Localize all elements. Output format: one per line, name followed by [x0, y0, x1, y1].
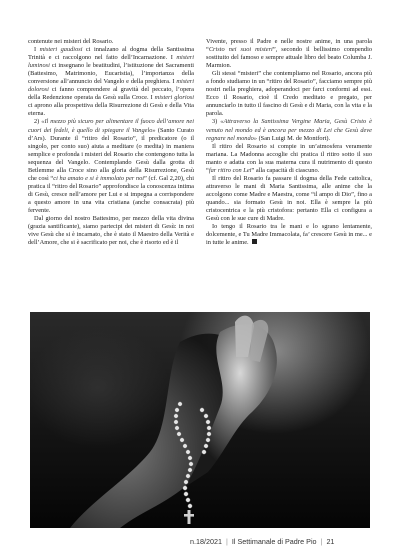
footer-separator: | [225, 537, 228, 546]
magazine-name: Il Settimanale di Padre Pio [231, 537, 317, 546]
paragraph: I misteri gaudiosi ci innalzano al dogma della Santissima Trinità e ci raccolgono nel fatto dell’Incarnazione. I misteri luminosi ci insegnano le beatitudini, l’istituzione dei Sacramenti (Battesimo, Matrimonio, Eucaristia), l’importanza della conversione all’annuncio del Vangelo e della preghiera. I misteri dolorosi ci fanno comprendere al gravità del peccato, l’opera della Redenzione operata da Gesù sulla Croce. I misteri gloriosi ci aprono alla prospettiva della Risurrezione di Gesù e della Vita eterna. [28, 46, 195, 118]
page-footer [190, 535, 390, 549]
page-number: 21 [326, 537, 335, 546]
paragraph: Io tengo il Rosario tra le mani e lo sgrano lentamente, dolcemente, e Tu Madre Immacolata, fa’ crescere Gesù in me... e in tutte le anime. [206, 223, 372, 247]
paragraph: Il ritiro del Rosario si compie in un’atmosfera veramente mariana. La Madonna accoglie chi pratica il ritiro sotto il suo manto e adatta con la sua materna cura il nutrimento di questo “far ritiro con Lei” alla capacità di ciascuno. [206, 142, 372, 174]
end-mark-icon [252, 239, 257, 244]
paragraph: Dal giorno del nostro Battesimo, per mezzo della vita divina (grazia santificante), siamo partecipi dei misteri di Gesù: in noi vive Gesù che si è incarnato, che è stato il Maestro della Verità e dell’Amore, che si è sacrificato per noi, che è risorto ed è il [28, 215, 194, 247]
paragraph: Il ritiro del Rosario fa passare il dogma della Fede cattolica, attraverso le mani di Maria Santissima, alle anime che la accolgono come Madre e Maestra, come “il ampo di Dio”, fino a quando... sia formato Gesù in noi. Ella è sempre la più cristocentrica e la più cristofora: pertanto Ella ci configura a Gesù con le sue cure di Madre. [206, 174, 372, 223]
paragraph: Vivente, presso il Padre e nelle nostre anime, in una parola “Cristo nei suoi misteri”, secondo il bellissimo compendio sostituito del famoso e sempre attuale libro del beato Columba J. Marmion. [206, 38, 373, 70]
paragraph: 3) «Attraverso la Santissima Vergine Maria, Gesù Cristo è venuto nel mondo ed è ancora per mezzo di Lei che Gesù deve regnare nel mondo» (San Luigi M. de Montfort). [206, 118, 372, 142]
paragraph: 2) «Il mezzo più sicuro per alimentare il fuoco dell’amore nei cuori dei fedeli, è quello di spiegare il Vangelo» (Santo Curato d’Ars). Durante il “ritiro del Rosario”, il predicatore (o il singolo, per conto suo) aiuta a meditare (o medita) in maniera semplice e profonda i misteri del Rosario che contengono tutta la sequenza del Vangelo. Contemplando Gesù dalla grotta di Betlemme alla Croce sino alla gloria della Risurrezione, Gesù che così “ci ha amato e si è immolato per noi” (cf. Gal 2,20), chi pratica il “ritiro del Rosario” approfondisce la conoscenza intima di Gesù, cresce nell’amore per Lui e si impegna a corrispondere a questo amore in una vita cristiana (anche consacrata) più fervente. [28, 118, 194, 214]
rosary-hands-illustration [30, 312, 370, 528]
footer-separator: | [320, 537, 323, 546]
paragraph: Gli stessi “misteri” che contempliamo nel Rosario, ancora più a fondo studiamo in un “ritiro del Rosario”, facciamo sempre più nostri nella preghiera, adoperandoci per farci conformi ad essi. Ecco il Rosario, cioè il Credo meditato e pregato, per annunciarlo in tutto il fascino di Gesù e di Maria, con la vita e la parola. [206, 70, 372, 118]
left-column [28, 38, 194, 247]
issue-number: n.18/2021 [190, 537, 222, 546]
paragraph: contenute nei misteri del Rosario. [28, 38, 114, 45]
rosary-hands-photo [30, 312, 370, 528]
right-column [206, 38, 372, 247]
